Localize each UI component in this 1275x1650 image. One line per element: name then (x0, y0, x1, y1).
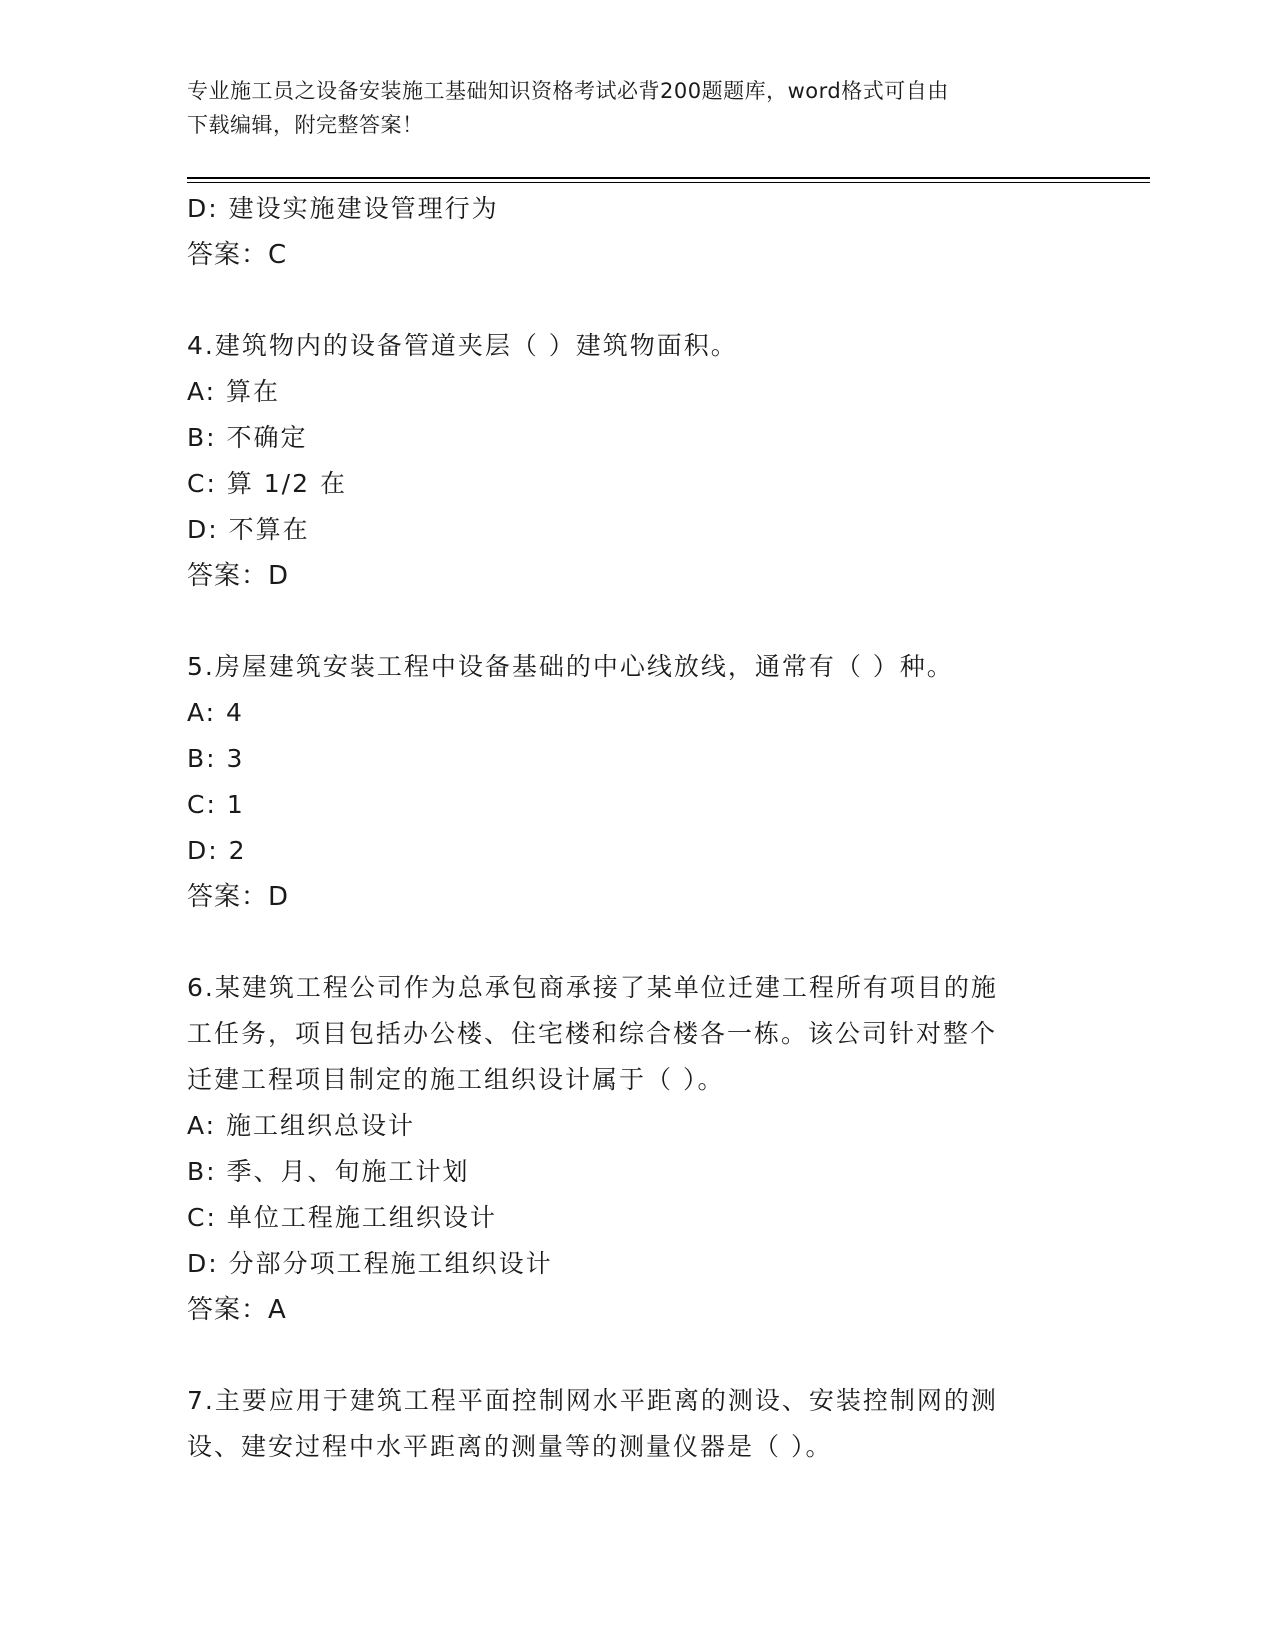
question-text-line-3: 迁建工程项目制定的施工组织设计属于（ ）。 (187, 1065, 725, 1094)
spacer (187, 1333, 1067, 1378)
option-d: D: 2 (187, 836, 247, 865)
option-b: B: 季、月、旬施工计划 (187, 1157, 470, 1186)
option-b: B: 3 (187, 744, 245, 773)
option-c: C: 单位工程施工组织设计 (187, 1203, 497, 1232)
answer: 答案：C (187, 240, 288, 270)
header-divider-thick (187, 177, 1150, 179)
question-4 (187, 323, 1067, 599)
option-c: C: 算 1/2 在 (187, 469, 347, 498)
spacer (187, 920, 1067, 965)
spacer (187, 278, 1067, 323)
answer: 答案：A (187, 1295, 287, 1325)
option-a: A: 算在 (187, 377, 281, 406)
question-7 (187, 1378, 1067, 1470)
answer: 答案：D (187, 882, 290, 912)
question-text: 4.建筑物内的设备管道夹层（ ）建筑物面积。 (187, 331, 738, 360)
option-c: C: 1 (187, 790, 245, 819)
answer: 答案：D (187, 561, 290, 591)
spacer (187, 599, 1067, 644)
question-5 (187, 644, 1067, 920)
header-line-1: 专业施工员之设备安装施工基础知识资格考试必背200题题库，word格式可自由 (187, 79, 949, 103)
question-text: 5.房屋建筑安装工程中设备基础的中心线放线，通常有（ ）种。 (187, 652, 954, 681)
question-6 (187, 965, 1067, 1333)
option-a: A: 施工组织总设计 (187, 1111, 416, 1140)
question-text-line-2: 工任务，项目包括办公楼、住宅楼和综合楼各一栋。该公司针对整个 (187, 1019, 998, 1048)
option-b: B: 不确定 (187, 423, 308, 452)
question-text-line-1: 7.主要应用于建筑工程平面控制网水平距离的测设、安装控制网的测 (187, 1386, 998, 1415)
question-text-line-1: 6.某建筑工程公司作为总承包商承接了某单位迁建工程所有项目的施 (187, 973, 998, 1002)
header-divider-thin (187, 182, 1150, 183)
option-d: D: 不算在 (187, 515, 310, 544)
option-d: D: 分部分项工程施工组织设计 (187, 1249, 553, 1278)
document-header (187, 74, 1067, 142)
option-d: D: 建设实施建设管理行为 (187, 194, 499, 223)
question-content (187, 186, 1067, 1470)
option-a: A: 4 (187, 698, 244, 727)
header-line-2: 下载编辑，附完整答案！ (187, 113, 424, 137)
question-text-line-2: 设、建安过程中水平距离的测量等的测量仪器是（ ）。 (187, 1432, 833, 1461)
